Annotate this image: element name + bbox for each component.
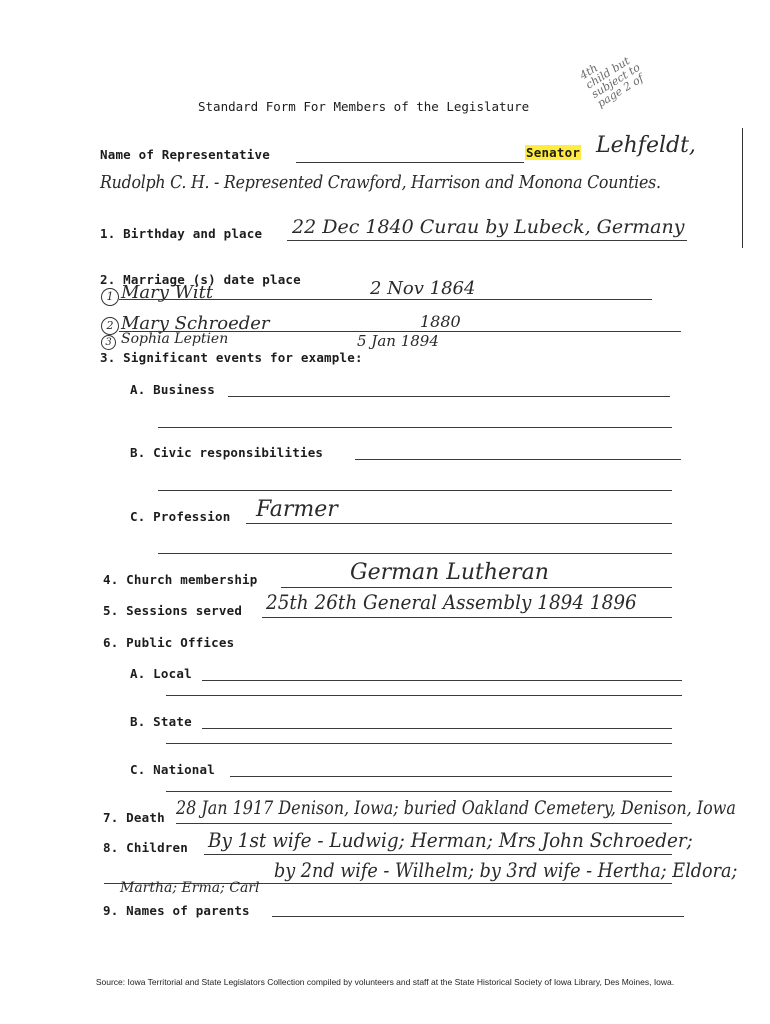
business-rule-2 <box>158 427 672 428</box>
church-value: German Lutheran <box>350 560 549 585</box>
marriage-2-name: Mary Schroeder <box>121 313 270 334</box>
birthday-rule <box>287 240 687 241</box>
state-label: B. State <box>130 714 192 729</box>
local-rule-2 <box>166 695 682 696</box>
marriage-3-date: 5 Jan 1894 <box>357 332 439 350</box>
sessions-value: 25th 26th General Assembly 1894 1896 <box>266 590 637 614</box>
death-value: 28 Jan 1917 Denison, Iowa; buried Oakland Cemetery, Denison, Iowa <box>176 797 736 819</box>
local-label: A. Local <box>130 666 192 681</box>
national-label: C. National <box>130 762 215 777</box>
children-rule-1 <box>204 854 672 855</box>
name-rule <box>296 162 524 163</box>
profession-value: Farmer <box>256 497 338 522</box>
business-rule-1 <box>228 396 670 397</box>
death-rule <box>176 823 672 824</box>
state-rule-1 <box>202 728 672 729</box>
children-line2: by 2nd wife - Wilhelm; by 3rd wife - Hertha; Eldora; <box>274 858 738 882</box>
national-rule-1 <box>230 776 672 777</box>
civic-label: B. Civic responsibilities <box>130 445 324 460</box>
marriage-2-number: 2 <box>101 317 119 335</box>
surname-handwritten: Lehfeldt, <box>596 133 696 158</box>
marriage-2-date: 1880 <box>420 312 461 331</box>
events-label: 3. Significant events for example: <box>100 350 363 365</box>
church-label: 4. Church membership <box>103 572 258 587</box>
local-rule-1 <box>202 680 682 681</box>
marriage-1-name: Mary Witt <box>121 282 214 303</box>
right-margin-line <box>742 128 743 248</box>
national-rule-2 <box>166 791 672 792</box>
sessions-label: 5. Sessions served <box>103 603 243 618</box>
children-line3: Martha; Erma; Carl <box>120 880 260 896</box>
state-rule-2 <box>166 743 672 744</box>
offices-label: 6. Public Offices <box>103 635 235 650</box>
profession-rule-2 <box>158 553 672 554</box>
parents-label: 9. Names of parents <box>103 903 250 918</box>
business-label: A. Business <box>130 382 215 397</box>
parents-rule <box>272 916 684 917</box>
children-line1: By 1st wife - Ludwig; Herman; Mrs John Schroeder; <box>208 828 693 852</box>
name-label: Name of Representative <box>100 147 270 162</box>
marriage-1-number: 1 <box>101 288 119 306</box>
margin-note: 4th child but subject to page 2 of <box>577 54 646 111</box>
name-line2-handwritten: Rudolph C. H. - Represented Crawford, Harrison and Monona Counties. <box>100 172 661 193</box>
senator-label <box>525 145 581 160</box>
form-title: Standard Form For Members of the Legislature <box>198 99 530 114</box>
sessions-rule <box>262 617 672 618</box>
marriage-1-date: 2 Nov 1864 <box>370 278 476 299</box>
senator-highlight: Senator <box>526 145 581 160</box>
church-rule <box>281 587 672 588</box>
marriage-3-name: Sophia Leptien <box>121 331 229 347</box>
marriage-rule-1 <box>119 299 652 300</box>
civic-rule-1 <box>355 459 681 460</box>
death-label: 7. Death <box>103 810 165 825</box>
source-footer: Source: Iowa Territorial and State Legislators Collection compiled by volunteers and staff at the State Historical Society of Iowa Library, Des Moines, Iowa. <box>95 977 675 987</box>
profession-rule-1 <box>246 523 672 524</box>
children-label: 8. Children <box>103 840 188 855</box>
civic-rule-2 <box>158 490 672 491</box>
birthday-value: 22 Dec 1840 Curau by Lubeck, Germany <box>292 216 685 238</box>
profession-label: C. Profession <box>130 509 231 524</box>
marriage-label: 2. Marriage (s) date place <box>100 272 301 287</box>
marriage-3-number: 3 <box>101 335 116 350</box>
birthday-label: 1. Birthday and place <box>100 226 263 241</box>
